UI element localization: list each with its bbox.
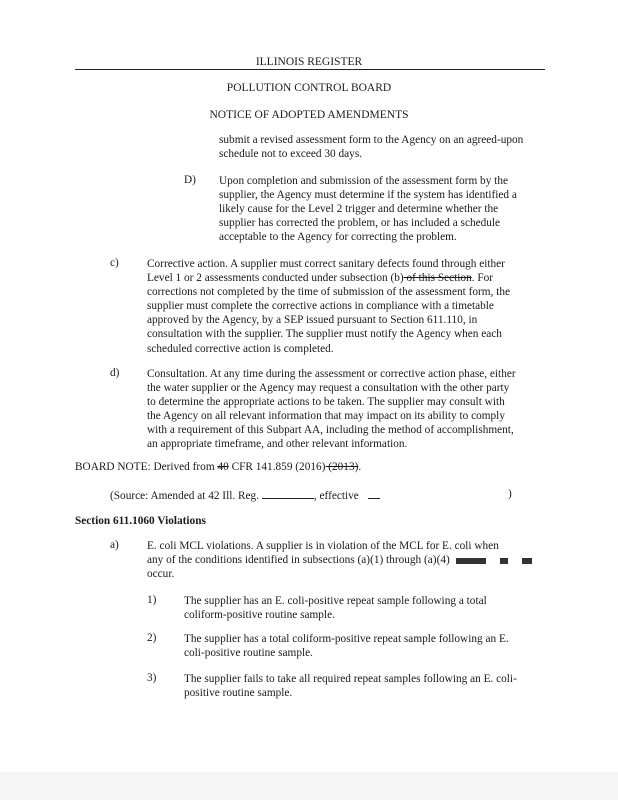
- text-run: , effective: [313, 490, 362, 502]
- sub-item-1-text: [184, 594, 487, 622]
- notice-title: NOTICE OF ADOPTED AMENDMENTS: [209, 109, 409, 121]
- text-line: likely cause for the Level 2 trigger and determine whether the: [219, 203, 499, 216]
- text-line: Upon completion and submission of the assessment form by the: [219, 175, 508, 187]
- text-line: corrections not completed by the time of submission of the assessment form, the: [147, 286, 510, 299]
- item-d-label: d): [110, 367, 120, 379]
- text-line: Consultation. At any time during the assessment or corrective action phase, either: [147, 368, 516, 380]
- sub-item-1-label: 1): [147, 594, 157, 606]
- text-line: the water supplier or the Agency may request a consultation with the other party: [147, 382, 510, 395]
- board-note: [75, 461, 361, 474]
- text-line: coli-positive routine sample.: [184, 647, 313, 660]
- text-run: any of the conditions identified in subsections (a)(1) through (a)(4): [147, 554, 450, 567]
- text-run: . For: [471, 272, 494, 285]
- text-line: supplier must complete the corrective actions in compliance with a timetable: [147, 300, 494, 313]
- text-line: coliform-positive routine sample.: [184, 609, 335, 622]
- text-line: The supplier has an E. coli-positive repeat sample following a total: [184, 595, 487, 607]
- redaction-mark: [456, 558, 486, 564]
- text-line: submit a revised assessment form to the Agency on an agreed-upon: [219, 134, 524, 146]
- deleted-text: 40: [217, 461, 229, 473]
- text-line: to determine the appropriate actions to be taken. The supplier may consult with: [147, 396, 505, 409]
- header-rule: [75, 69, 545, 70]
- item-d-upper-label: D): [184, 174, 196, 186]
- text-line: schedule not to exceed 30 days.: [219, 148, 363, 161]
- text-line: consultation with the supplier. The supplier must notify the Agency when each: [147, 328, 502, 341]
- text-line: The supplier has a total coliform-positive repeat sample following an E.: [184, 633, 509, 645]
- source-close-paren: ): [508, 488, 512, 500]
- text-line: The supplier fails to take all required repeat samples following an E. coli-: [184, 673, 517, 685]
- sub-item-2-label: 2): [147, 632, 157, 644]
- text-line: E. coli MCL violations. A supplier is in violation of the MCL for E. coli when: [147, 540, 499, 552]
- sub-item-3-text: [184, 672, 517, 700]
- item-a-text: [147, 539, 532, 581]
- text-line: the Agency on all relevant information that may impact on its ability to comply: [147, 410, 505, 423]
- item-d-upper-text: [219, 174, 517, 244]
- text-line: positive routine sample.: [184, 687, 293, 700]
- text-run: .: [358, 461, 362, 473]
- agency-title: POLLUTION CONTROL BOARD: [226, 82, 392, 94]
- text-line: approved by the Agency, by a SEP issued pursuant to Section 611.110, in: [147, 314, 478, 327]
- item-c-label: c): [110, 257, 119, 269]
- sub-item-2-text: [184, 632, 509, 660]
- text-line: occur.: [147, 568, 175, 581]
- continuation-paragraph: [219, 133, 523, 161]
- redaction-mark: [522, 558, 532, 564]
- effective-date-blank: [368, 488, 380, 499]
- text-line: scheduled corrective action is completed.: [147, 342, 334, 355]
- text-run: Level 1 or 2 assessments conducted under subsection (b): [147, 272, 404, 285]
- text-line: [147, 271, 510, 285]
- redaction-mark: [500, 558, 508, 564]
- sub-item-3-label: 3): [147, 672, 157, 684]
- text-line: [147, 553, 532, 567]
- text-run: (Source: Amended at 42 Ill. Reg.: [110, 490, 262, 502]
- text-run: CFR 141.859 (2016): [228, 461, 326, 473]
- reg-page-blank: [262, 488, 314, 499]
- register-title: ILLINOIS REGISTER: [255, 56, 363, 68]
- text-line: Corrective action. A supplier must correct sanitary defects found through either: [147, 258, 505, 270]
- scan-bottom-edge: [0, 772, 618, 800]
- text-line: an appropriate timeframe, and other relevant information.: [147, 438, 408, 451]
- text-line: supplier has corrected the problem, or has included a schedule: [219, 217, 501, 230]
- deleted-text: (2013): [325, 461, 359, 473]
- text-line: acceptable to the Agency for correcting the problem.: [219, 231, 457, 244]
- section-heading: Section 611.1060 Violations: [75, 515, 206, 527]
- text-line: supplier, the Agency must determine if the system has identified a: [219, 189, 517, 202]
- source-note: [110, 488, 380, 503]
- item-c-text: [147, 257, 510, 356]
- item-a-label: a): [110, 539, 119, 551]
- text-line: with a requirement of this Subpart AA, including the method of accomplishment,: [147, 424, 514, 437]
- text-run: BOARD NOTE: Derived from: [75, 461, 218, 473]
- deleted-text: of this Section: [403, 272, 472, 285]
- item-d-text: [147, 367, 516, 452]
